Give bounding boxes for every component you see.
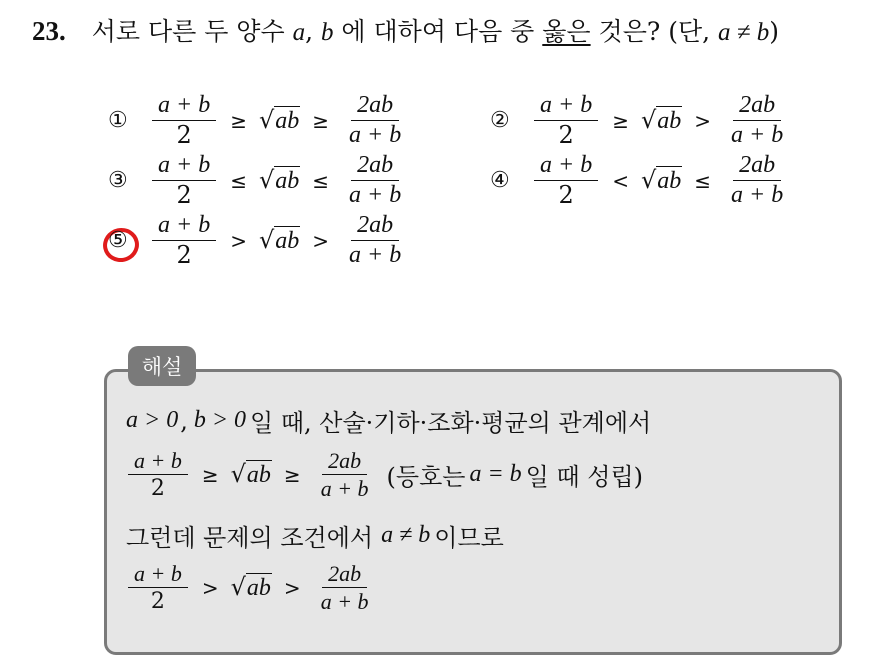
option-3[interactable]: [108, 153, 411, 208]
gm-sqrt: √ ab: [258, 165, 300, 194]
am-fraction: $\frac{a + b}{2}$: [534, 153, 598, 208]
am-fraction: $\frac{a + b}{2}$: [128, 449, 188, 500]
hm-fraction: $\frac{2ab}{a + b}$: [731, 152, 784, 209]
gm-sqrt: √ ab: [640, 105, 682, 134]
question-header: [32, 12, 779, 48]
am-fraction: $\frac{a + b}{2}$: [128, 562, 188, 613]
option-number: ③: [108, 168, 128, 194]
explanation-line-2: [124, 449, 643, 500]
question-text-before: 서로 다른 두 양수: [91, 17, 285, 46]
hm-fraction: $\frac{2ab}{a + b}$: [320, 561, 369, 615]
condition-b: b > 0: [193, 407, 247, 433]
explanation-line-1: [126, 403, 651, 438]
var-b: b: [320, 19, 334, 46]
explanation-text: 일 때, 산술·기하·조화·평균의 관계에서: [250, 409, 652, 437]
comma: ,: [305, 17, 314, 46]
operator: >: [201, 575, 219, 600]
hm-fraction: $\frac{2ab}{a + b}$: [349, 212, 402, 269]
gm-sqrt: √ ab: [640, 165, 682, 194]
option-number: ①: [108, 108, 128, 134]
question-text-mid: 에 대하여 다음 중: [341, 17, 535, 46]
underlined-word: 옳은: [542, 17, 591, 46]
question-text-after: 것은? (단,: [598, 17, 711, 46]
operator: >: [230, 228, 247, 253]
option-number: ⑤: [108, 228, 128, 254]
operator: ≤: [312, 168, 330, 193]
explanation-tag: 해설: [128, 346, 196, 386]
explanation-text: 이므로: [434, 524, 504, 552]
hm-fraction: $\frac{2ab}{a + b}$: [349, 92, 402, 149]
option-1[interactable]: [108, 93, 411, 148]
hm-fraction: $\frac{2ab}{a + b}$: [320, 448, 369, 502]
option-number: ②: [490, 108, 510, 134]
operator: ≥: [312, 108, 330, 133]
operator: ≥: [283, 462, 301, 487]
explanation-text: 그런데 문제의 조건에서: [126, 524, 374, 552]
operator: ≥: [201, 462, 219, 487]
explanation-line-4: [124, 562, 379, 613]
gm-sqrt: √ ab: [230, 459, 271, 488]
hm-fraction: $\frac{2ab}{a + b}$: [731, 92, 784, 149]
condition: a ≠ b: [381, 522, 431, 548]
close-paren: ): [769, 17, 780, 46]
am-fraction: $\frac{a + b}{2}$: [152, 213, 216, 268]
operator: ≤: [230, 168, 247, 193]
gm-sqrt: √ ab: [230, 572, 271, 601]
operator: >: [312, 228, 330, 253]
equality-note-math: a = b: [469, 461, 522, 488]
condition: a ≠ b: [718, 19, 770, 46]
am-fraction: $\frac{a + b}{2}$: [534, 93, 598, 148]
option-4[interactable]: [490, 153, 793, 208]
operator: >: [283, 575, 301, 600]
comma: ,: [180, 406, 188, 435]
operator: >: [694, 108, 712, 133]
am-fraction: $\frac{a + b}{2}$: [152, 93, 216, 148]
operator: ≤: [694, 168, 712, 193]
option-5[interactable]: [108, 213, 411, 268]
operator: ≥: [230, 108, 247, 133]
var-a: a: [292, 19, 306, 46]
equality-note-pre: (등호는: [386, 463, 466, 492]
operator: <: [612, 168, 629, 193]
option-2[interactable]: [490, 93, 793, 148]
condition-a: a > 0: [126, 407, 179, 433]
operator: ≥: [612, 108, 629, 133]
option-number: ④: [490, 168, 510, 194]
gm-sqrt: √ ab: [258, 105, 300, 134]
question-number: 23.: [32, 16, 66, 46]
hm-fraction: $\frac{2ab}{a + b}$: [349, 152, 402, 209]
gm-sqrt: √ ab: [258, 225, 300, 254]
explanation-line-3: [126, 518, 504, 553]
am-fraction: $\frac{a + b}{2}$: [152, 153, 216, 208]
equality-note-post: 일 때 성립): [525, 463, 644, 492]
